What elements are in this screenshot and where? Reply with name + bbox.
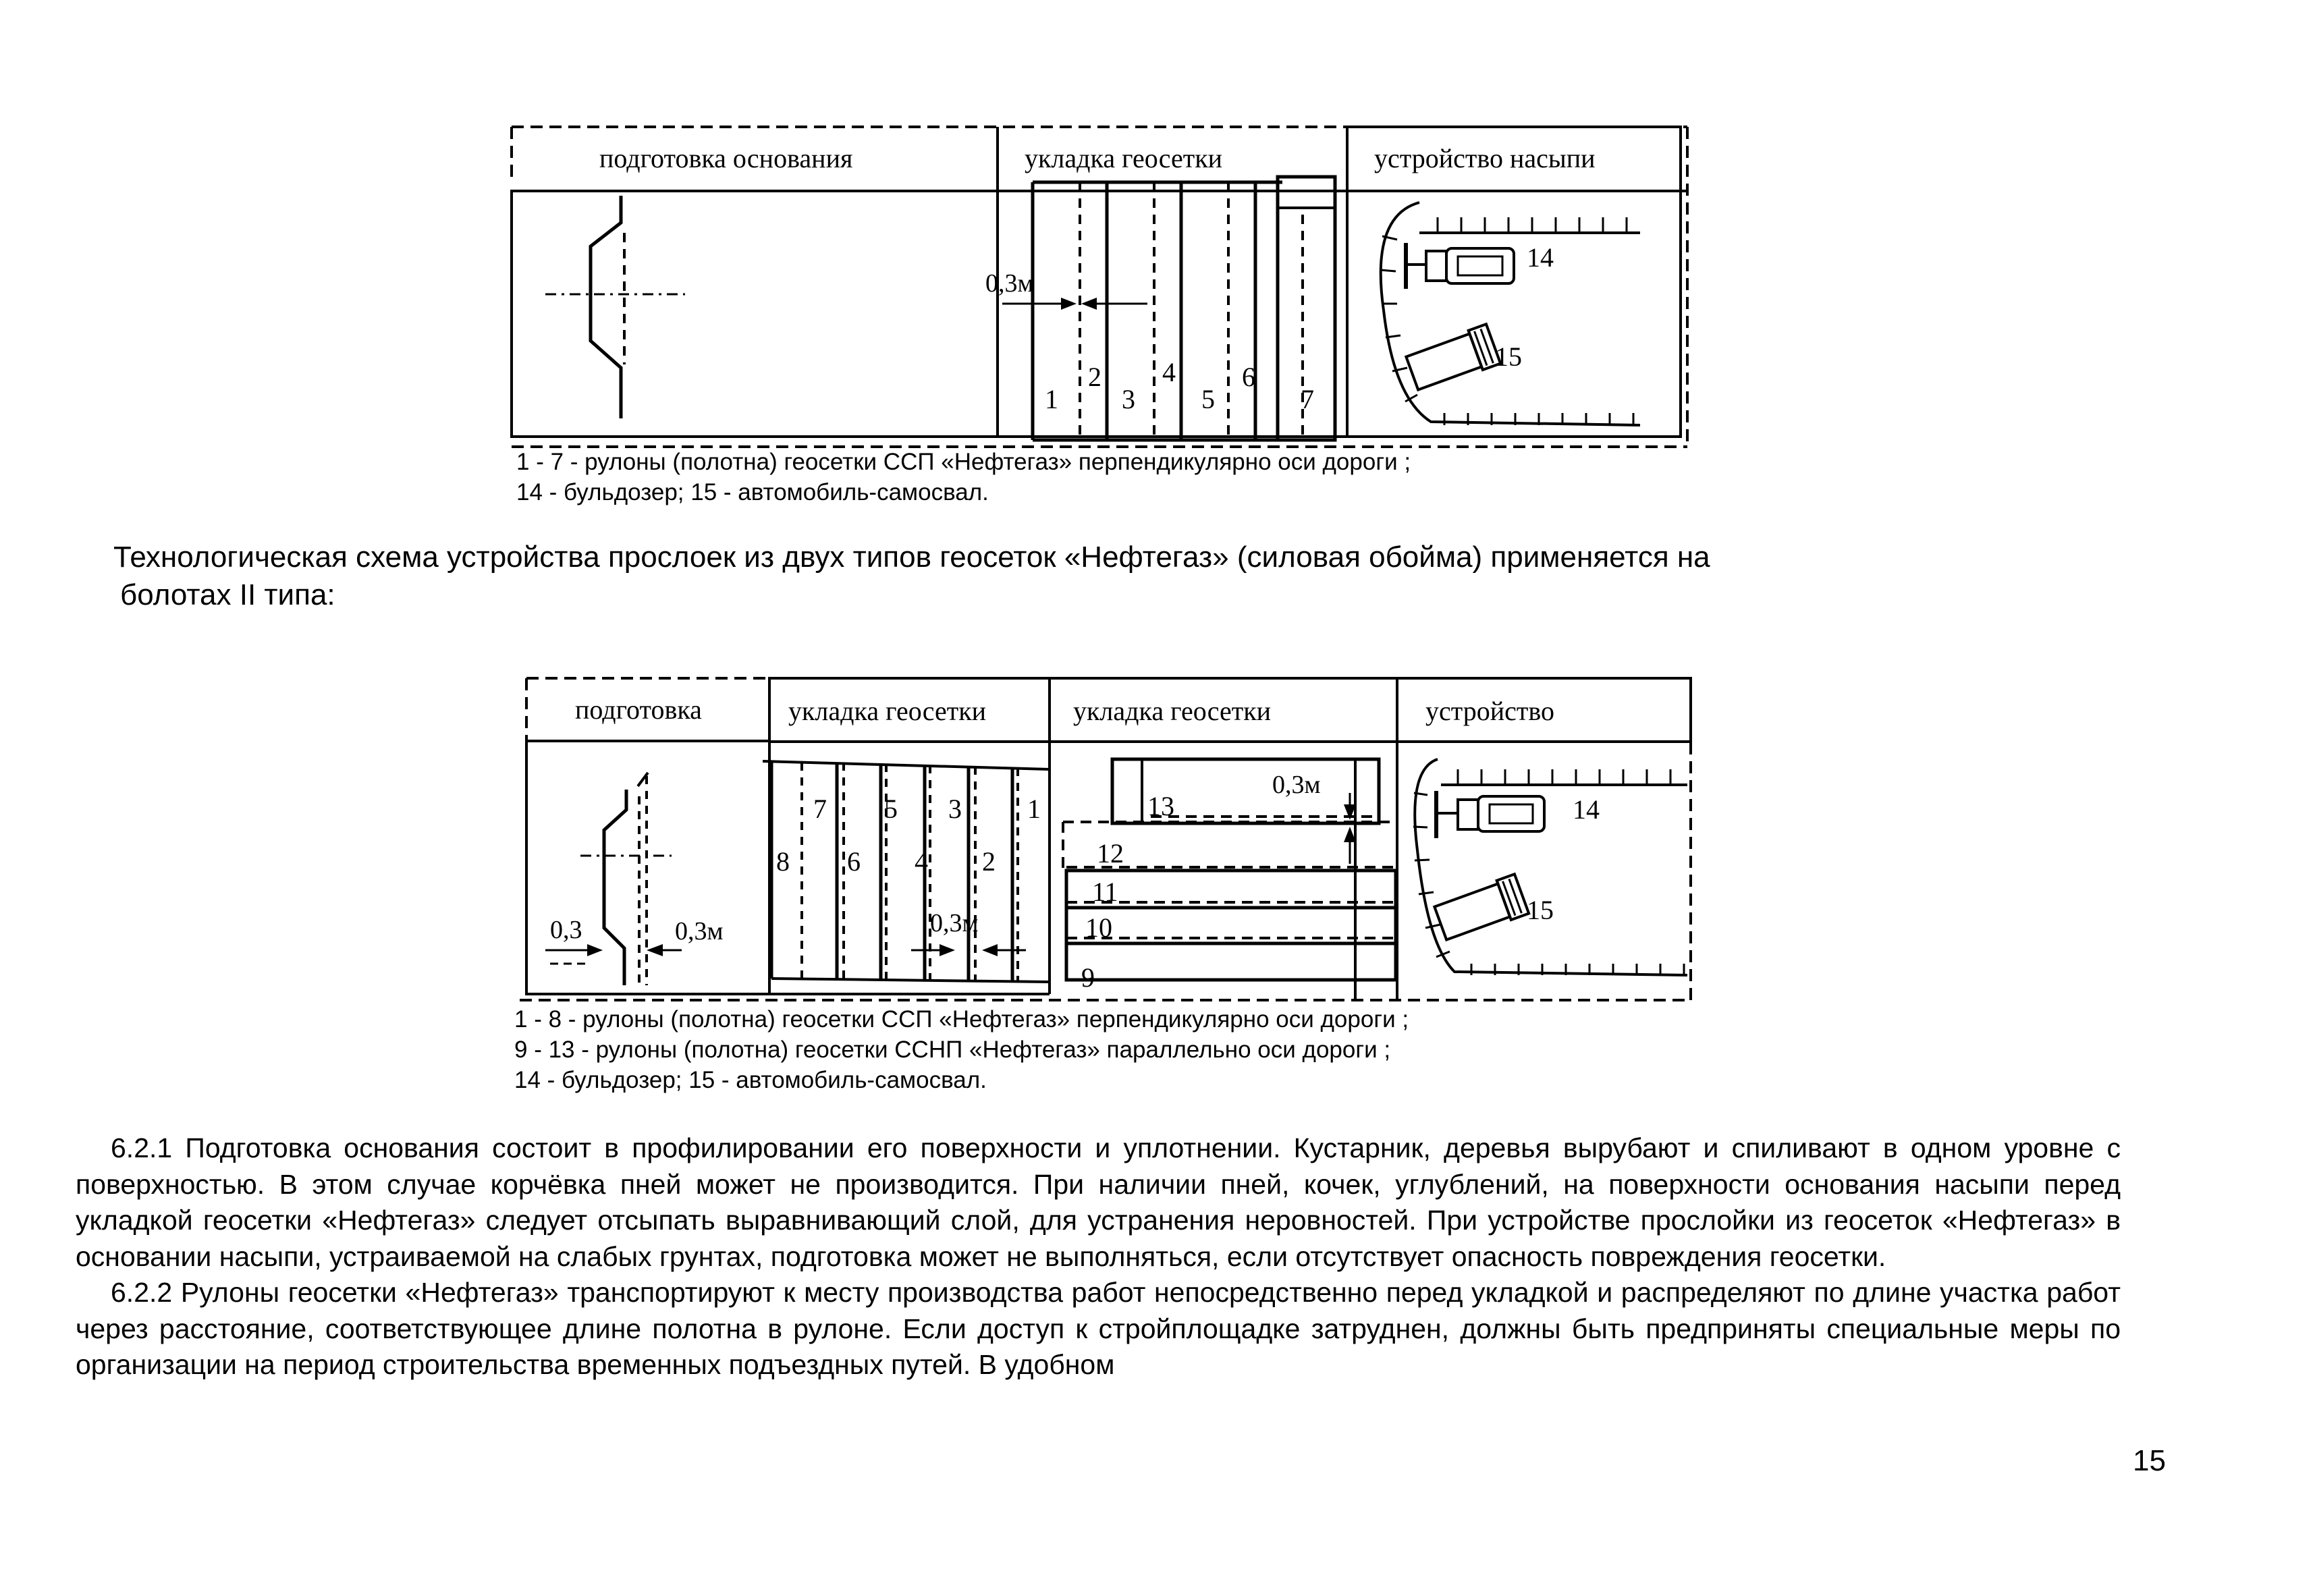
- d2-roll-label-11: 11: [1092, 877, 1118, 907]
- d1-machine-label-14: 14: [1527, 242, 1554, 273]
- d1-roll-label-4: 4: [1162, 357, 1176, 387]
- d2-roll-label-1: 1: [1027, 794, 1041, 824]
- paragraph-6-2-1: 6.2.1 Подготовка основания состоит в профилировании его поверхности и уплотнении. Кустарник, деревья вырубают и спиливают в одном уровне с поверхностью. В этом случае корчёвка пней может не производится. При наличии пней, кочек, углублений, на поверхности основания насыпи перед укладкой геосетки «Нефтегаз» следует отсыпать выравнивающий слой, для устранения неровностей. При устройстве прослойки из геосеток «Нефтегаз» в основании насыпи, устраиваемой на слабых грунтах, подготовка может не выполняться, если отсутствует опасность повреждения геосетки.: [76, 1132, 2121, 1272]
- d2-header-construction: устройство: [1425, 696, 1554, 726]
- d2-roll-label-12: 12: [1097, 838, 1124, 869]
- d1-caption-line-1: 1 - 7 - рулоны (полотна) геосетки ССП «Нефтегаз» перпендикулярно оси дороги ;: [516, 449, 1411, 475]
- d2-roll-label-4: 4: [915, 846, 928, 877]
- d2-dim-right-label: 0,3м: [675, 917, 724, 945]
- dump-truck-icon: [1434, 874, 1529, 943]
- d1-roll-label-3: 3: [1122, 384, 1135, 414]
- d2-header-geogrid-laying-2: укладка геосетки: [1073, 696, 1272, 726]
- d2-roll-label-9: 9: [1081, 962, 1095, 993]
- d1-machine-label-15: 15: [1495, 341, 1522, 372]
- d2-header-geogrid-laying-1: укладка геосетки: [788, 696, 987, 726]
- d2-roll-label-6: 6: [847, 846, 861, 877]
- d2-dim-mid-label: 0,3м: [930, 909, 979, 937]
- d2-caption-line-2: 9 - 13 - рулоны (полотна) геосетки ССНП «Нефтегаз» параллельно оси дороги ;: [514, 1037, 1391, 1063]
- d1-dim-label: 0,3м: [985, 269, 1034, 298]
- d2-roll-label-13: 13: [1147, 791, 1174, 821]
- d2-roll-label-10: 10: [1085, 912, 1112, 943]
- paragraph-6-2-2: 6.2.2 Рулоны геосетки «Нефтегаз» транспортируют к месту производства работ непосредственно перед укладкой и распределяют по длине участка работ через расстояние, соответствующее длине полотна в рулоне. Если доступ к стройплощадке затруднен, должны быть предприняты специальные меры по организации на период строительства временных подъездных путей. В удобном: [76, 1277, 2121, 1380]
- d2-roll-label-2: 2: [982, 846, 996, 877]
- d2-roll-label-8: 8: [776, 846, 790, 877]
- d2-dim-top-label: 0,3м: [1272, 771, 1321, 799]
- d2-machine-label-15: 15: [1527, 895, 1554, 925]
- intro-line-2: болотах II типа:: [120, 578, 335, 611]
- d2-header-preparation: подготовка: [575, 694, 702, 725]
- body-text: [76, 1130, 2121, 1383]
- d1-roll-label-5: 5: [1201, 384, 1215, 414]
- page-number: 15: [2133, 1444, 2166, 1477]
- d2-roll-label-3: 3: [948, 794, 962, 824]
- intro-line-1: Технологическая схема устройства прослоек из двух типов геосеток «Нефтегаз» (силовая обойма) применяется на: [113, 541, 1710, 574]
- d1-caption-line-2: 14 - бульдозер; 15 - автомобиль-самосвал.: [516, 479, 989, 505]
- d1-roll-label-1: 1: [1045, 384, 1058, 414]
- d2-dim-left-label: 0,3: [550, 916, 582, 944]
- bulldozer-icon: [1436, 791, 1544, 838]
- d1-header-preparation: подготовка основания: [599, 143, 853, 173]
- d1-roll-label-7: 7: [1301, 384, 1314, 414]
- d2-machine-label-14: 14: [1573, 794, 1600, 825]
- d1-roll-label-2: 2: [1088, 362, 1101, 392]
- d2-roll-label-5: 5: [884, 794, 898, 824]
- d1-header-geogrid-laying: укладка геосетки: [1025, 143, 1223, 173]
- d2-roll-label-7: 7: [813, 794, 827, 824]
- d2-caption-line-3: 14 - бульдозер; 15 - автомобиль-самосвал.: [514, 1067, 987, 1093]
- d1-header-embankment: устройство насыпи: [1374, 143, 1596, 173]
- d2-caption-line-1: 1 - 8 - рулоны (полотна) геосетки ССП «Нефтегаз» перпендикулярно оси дороги ;: [514, 1006, 1409, 1033]
- d1-roll-label-6: 6: [1242, 362, 1255, 392]
